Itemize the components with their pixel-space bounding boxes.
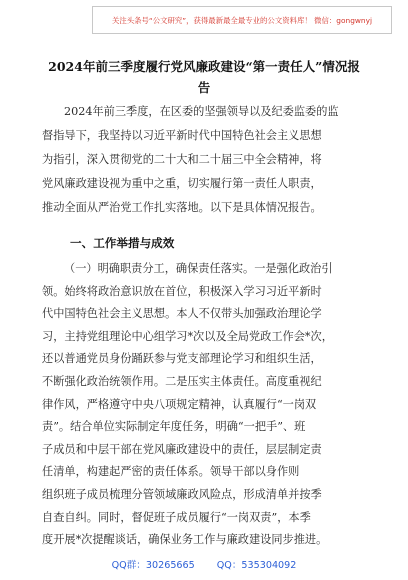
intro-line: 督指导下，我坚持以习近平新时代中国特色社会主义思想 xyxy=(42,129,322,142)
document-title-line-2: 告 xyxy=(197,80,211,95)
body-line: 不断强化政治统领作用。二是压实主体责任。高度重视纪 xyxy=(42,374,322,388)
body-line: 责”。结合单位实际制定年度任务，明确“一把手”、班 xyxy=(42,420,306,434)
body-line: （一）明确职责分工，确保责任落实。一是强化政治引 xyxy=(64,262,333,275)
footer-contact xyxy=(0,557,408,571)
body-line: 代中国特色社会主义思想。本人不仅带头加强政治理论学 xyxy=(42,307,322,321)
promo-banner-text: 关注头条号“公文研究”，获得最新最全最专业的公文资料库！ 微信：gongwnyj xyxy=(111,15,373,25)
body-line: 自查自纠。同时，督促班子成员履行“一岗双责”，本季 xyxy=(42,510,311,524)
body-line: 领。始终将政治意识放在首位，积极深入学习习近平新时 xyxy=(42,284,322,298)
body-line: 律作风，严格遵守中央八项规定精神，认真履行“一岗双 xyxy=(42,397,317,411)
body-paragraph xyxy=(42,258,368,552)
intro-line: 推动全面从严治党工作扎实落地。以下是具体情况报告。 xyxy=(42,201,322,214)
body-line: 子成员和中层干部在党风廉政建设中的责任，层层制定责 xyxy=(42,442,322,456)
intro-line: 2024年前三季度，在区委的坚强领导以及纪委监委的监 xyxy=(64,105,339,118)
body-line: 度开展*次提醒谈话，确保业务工作与廉政建设同步推进。 xyxy=(42,533,328,547)
promo-banner[interactable] xyxy=(92,6,392,34)
document-title-line-1: 2024年前三季度履行党风廉政建设“第一责任人”情况报 xyxy=(48,59,360,74)
qq-group-link[interactable]: QQ群：30265665 xyxy=(111,560,195,571)
section-heading: 一、工作举措与成效 xyxy=(70,236,175,250)
body-line: 还以普通党员身份踊跃参与党支部理论学习和组织生活， xyxy=(42,352,322,366)
intro-paragraph xyxy=(42,100,368,220)
body-line: 组织班子成员梳理分管领域廉政风险点，形成清单并按季 xyxy=(42,487,322,501)
body-line: 习，主持党组理论中心组学习*次以及全局党政工作会*次， xyxy=(42,329,333,343)
intro-line: 党风廉政建设视为重中之重，切实履行第一责任人职责， xyxy=(42,177,322,190)
body-line: 任清单，构建起严密的责任体系。领导干部以身作则 xyxy=(42,465,300,479)
qq-contact-link[interactable]: QQ：535304092 xyxy=(216,560,297,571)
intro-line: 为指引，深入贯彻党的二十大和二十届三中全会精神，将 xyxy=(42,153,322,166)
